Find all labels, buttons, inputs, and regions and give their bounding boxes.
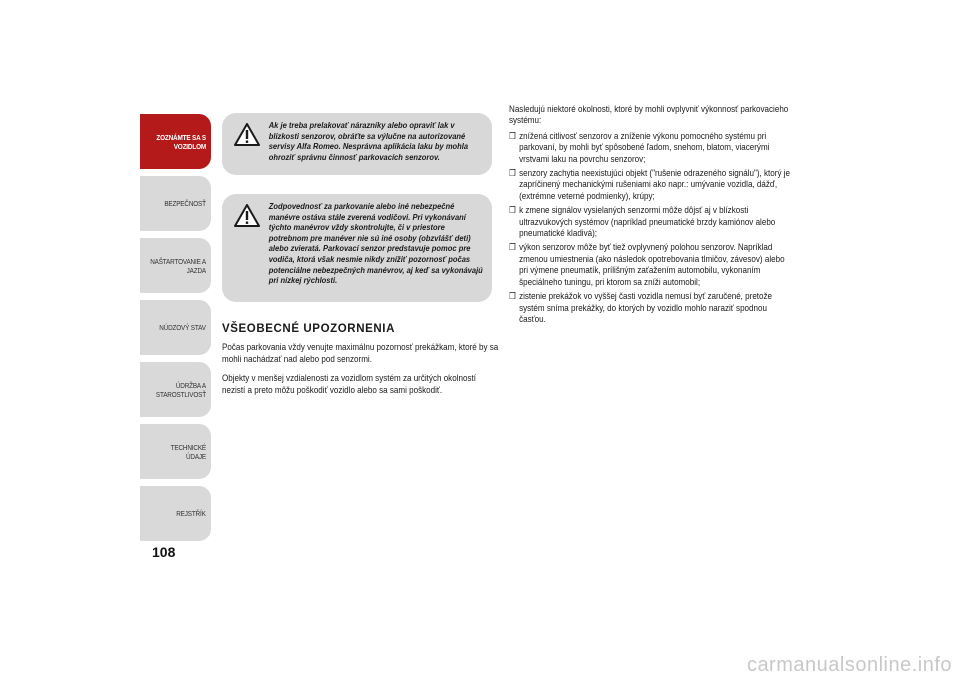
warning-text	[230, 201, 485, 286]
bullet-icon: ❒	[509, 291, 516, 302]
tab-nastartovanie-a-jazda[interactable]	[140, 238, 211, 293]
page-number: 108	[152, 544, 176, 560]
list-item	[509, 291, 795, 325]
tab-label: ZOZNÁMTE SA S VOZIDLOM	[156, 132, 206, 151]
tab-rejstrik[interactable]	[140, 486, 211, 541]
tab-label: BEZPEČNOSŤ	[164, 199, 206, 208]
bullet-icon: ❒	[509, 205, 516, 216]
list-item-text: znížená citlivosť senzorov a zníženie výkonu pomocného systému pri parkovaní, by mohli byť spôsobené ľadom, snehom, blatom, viacerými vrstvami laku na povrchu senzorov;	[519, 130, 770, 165]
bullet-icon: ❒	[509, 130, 516, 141]
list-item	[509, 242, 795, 288]
list-item	[509, 131, 795, 165]
bullet-icon: ❒	[509, 168, 516, 179]
section-heading: VŠEOBECNÉ UPOZORNENIA	[222, 323, 395, 335]
list-item-text: výkon senzorov môže byť tiež ovplyvnený polohou senzorov. Napríklad zmenou umiestnenia (ako následok opotrebovania tlmičov, závesov) alebo pri výmene pneumatík, prílišným zaťažením automobilu, vykonaním špeciálneho tuningu, pri ktorom sa zníži automobil;	[519, 242, 785, 288]
tab-udrzba-a-starostlivost[interactable]	[140, 362, 211, 417]
warning-box-paint	[222, 113, 492, 175]
paragraph: Objekty v menšej vzdialenosti za vozidlom systém za určitých okolností nezistí a preto môžu poškodiť vozidlo alebo sa sami poškodiť.	[222, 373, 476, 396]
warning-text	[230, 120, 485, 162]
tab-label: TECHNICKÉ ÚDAJE	[170, 442, 206, 461]
tab-bezpecnost[interactable]	[140, 176, 211, 231]
tab-nudzovy-stav[interactable]	[140, 300, 211, 355]
tab-zoznamte-sa-s-vozidlom[interactable]	[140, 114, 211, 169]
bullet-icon: ❒	[509, 242, 516, 253]
tab-label: NÚDZOVÝ STAV	[159, 323, 206, 332]
right-column	[509, 104, 795, 328]
tab-technicke-udaje[interactable]	[140, 424, 211, 479]
paragraph: Počas parkovania vždy venujte maximálnu pozornosť prekážkam, ktoré by sa mohli nachádzať nad alebo pod senzormi.	[222, 342, 499, 365]
warning-text-body: Ak je treba prelakovať nárazníky alebo opraviť lak v blízkosti senzorov, obráťte sa výlučne na autorizované servisy Alfa Romeo. Nesprávna aplikácia laku by mohla ohroziť správnu činnosť parkovacích senzorov.	[268, 120, 469, 162]
warning-text-body: Zodpovednosť za parkovanie alebo iné nebezpečné manévre ostáva stále zverená vodičovi. Pri vykonávaní týchto manévrov vždy skontrolujte, či v priestore potrebnom pre manéver nie sú iné osoby (obzvlášť deti) alebo zvieratá. Parkovací senzor predstavuje pomoc pre vodiča, ktorá však nesmie nikdy znížiť pozornosť počas potenciálne nebezpečných manévrov, aj keď sa vykonávajú pri nízkej rýchlosti.	[268, 201, 483, 286]
tab-label: ÚDRŽBA A STAROSTLIVOSŤ	[155, 380, 206, 399]
tab-label: NAŠTARTOVANIE A JAZDA	[150, 256, 206, 275]
warning-box-responsibility	[222, 194, 492, 302]
intro-text: Nasledujú niektoré okolnosti, ktoré by mohli ovplyvniť výkonnosť parkovacieho systému:	[509, 104, 789, 127]
tab-label: REJSTŘÍK	[176, 509, 206, 518]
list-item	[509, 205, 795, 239]
list-item-text: senzory zachytia neexistujúci objekt ("rušenie odrazeného signálu"), ktorý je zapríčinený mechanickými rušeniami ako napr.: umývanie vozidla, dážď, (extrémne veterné podmienky), krúpy;	[519, 168, 790, 202]
watermark: carmanualsonline.info	[746, 654, 952, 676]
list-item-text: zistenie prekážok vo vyššej časti vozidla nemusí byť zaručené, pretože systém sníma prekážky, do ktorých by vozidlo mohlo naraziť spodnou časťou.	[519, 291, 773, 325]
list-item-text: k zmene signálov vysielaných senzormi môže dôjsť aj v blízkosti ultrazvukových systémov (napríklad pneumatické brzdy kamiónov alebo pneumatické kladivá);	[519, 205, 776, 240]
list-item	[509, 168, 795, 202]
